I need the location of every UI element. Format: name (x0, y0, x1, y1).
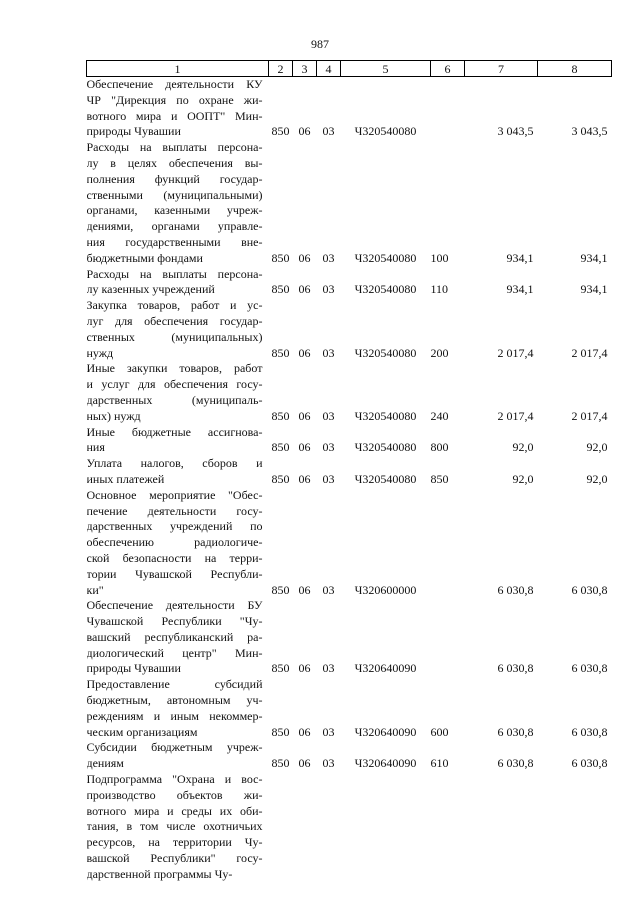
expense-type-code: 610 (430, 756, 449, 771)
table-row (87, 772, 612, 883)
ministry-code: 850 (271, 756, 290, 771)
subsection-code (317, 772, 341, 883)
description-line: ных) нужд (86, 408, 141, 423)
ministry-code: 850 (271, 282, 290, 297)
amount-col-7: 6 030,8 (497, 756, 534, 771)
description-line: дарственных (муниципаль- (86, 392, 263, 407)
header-col-1: 1 (87, 61, 269, 77)
amount-col-7: 2 017,4 (497, 345, 534, 360)
description-line: тории Чувашской Республи- (86, 566, 263, 581)
section-code: 06 (298, 282, 311, 297)
description-line: ЧР "Дирекция по охране жи- (86, 92, 263, 107)
description-line: ческим организациям (86, 724, 198, 739)
table-row (87, 677, 612, 740)
expense-type-code: 240 (430, 408, 449, 423)
row-description (87, 598, 269, 677)
description-line: ресурсов, на территории Чу- (86, 835, 263, 850)
ministry-code: 850 (271, 582, 290, 597)
section-code: 06 (298, 408, 311, 423)
ministry-code: 850 (271, 724, 290, 739)
description-line: лу в целях обеспечения вы- (86, 155, 263, 170)
amount-col-7: 6 030,8 (497, 661, 534, 676)
amount-col-7: 2 017,4 (497, 408, 534, 423)
row-description (87, 677, 269, 740)
header-col-3: 3 (293, 61, 317, 77)
expense-type-code: 200 (430, 345, 449, 360)
subsection-code: 03 (322, 250, 335, 265)
description-line: луг для обеспечения государ- (86, 313, 263, 328)
section-code: 06 (298, 345, 311, 360)
subsection-code: 03 (322, 282, 335, 297)
amount-col-7: 3 043,5 (497, 124, 534, 139)
amount-col-8: 934,1 (580, 282, 608, 297)
description-line: тания, в том числе охотничьих (86, 819, 263, 834)
description-line: вашской Республики" госу- (86, 851, 263, 866)
description-line: Закупка товаров, работ и ус- (86, 298, 263, 313)
description-line: производство объектов жи- (86, 787, 263, 802)
table-row (87, 267, 612, 299)
target-article-code: Ч320540080 (354, 345, 417, 360)
target-article-code (341, 772, 431, 883)
target-article-code: Ч320540080 (354, 440, 417, 455)
description-line: дарственной программы Чу- (86, 866, 233, 881)
table-row (87, 488, 612, 599)
description-line: вашский республиканский ра- (86, 629, 263, 644)
amount-col-8: 934,1 (580, 250, 608, 265)
table-row (87, 361, 612, 424)
table-body (87, 77, 612, 883)
description-line: дениями, органами управле- (86, 219, 263, 234)
description-line: Иные бюджетные ассигнова- (86, 424, 263, 439)
description-line: полнения функций государ- (86, 171, 263, 186)
target-article-code: Ч320540080 (354, 408, 417, 423)
ministry-code: 850 (271, 124, 290, 139)
amount-col-8: 6 030,8 (571, 582, 608, 597)
amount-col-7: 6 030,8 (497, 724, 534, 739)
amount-col-8: 92,0 (586, 440, 608, 455)
row-description (87, 77, 269, 141)
section-code: 06 (298, 471, 311, 486)
table-row (87, 456, 612, 488)
header-col-2: 2 (269, 61, 293, 77)
description-line: ния государственными вне- (86, 234, 263, 249)
target-article-code: Ч320640090 (354, 661, 417, 676)
row-description (87, 488, 269, 599)
description-line: вотного мира и ООПТ" Мин- (86, 108, 263, 123)
description-line: ки" (86, 582, 104, 597)
ministry-code: 850 (271, 661, 290, 676)
row-description (87, 267, 269, 299)
table-row (87, 140, 612, 266)
description-line: природы Чувашии (86, 661, 181, 676)
target-article-code: Ч320640090 (354, 756, 417, 771)
expense-type-code: 100 (430, 250, 449, 265)
ministry-code: 850 (271, 345, 290, 360)
expense-type-code (431, 77, 465, 141)
expense-type-code (431, 488, 465, 599)
description-line: Субсидии бюджетным учреж- (86, 740, 263, 755)
section-code: 06 (298, 440, 311, 455)
row-description (87, 425, 269, 457)
header-col-4: 4 (317, 61, 341, 77)
amount-col-8: 92,0 (586, 471, 608, 486)
table-row (87, 598, 612, 677)
section-code: 06 (298, 124, 311, 139)
description-line: природы Чувашии (86, 124, 181, 139)
section-code: 06 (298, 724, 311, 739)
expense-type-code (431, 772, 465, 883)
header-col-5: 5 (341, 61, 431, 77)
expense-type-code: 600 (430, 724, 449, 739)
section-code: 06 (298, 582, 311, 597)
target-article-code: Ч320540080 (354, 250, 417, 265)
ministry-code: 850 (271, 471, 290, 486)
amount-col-8: 2 017,4 (571, 345, 608, 360)
description-line: иных платежей (86, 471, 165, 486)
description-line: бюджетными фондами (86, 250, 203, 265)
amount-col-7: 934,1 (506, 250, 534, 265)
description-line: дарственных учреждений по (86, 519, 263, 534)
amount-col-8 (538, 772, 612, 883)
amount-col-8: 6 030,8 (571, 756, 608, 771)
description-line: лу казенных учреждений (86, 282, 215, 297)
description-line: Расходы на выплаты персона- (86, 266, 263, 281)
amount-col-7: 92,0 (512, 471, 534, 486)
target-article-code: Ч320540080 (354, 124, 417, 139)
table-header-row (87, 61, 612, 77)
subsection-code: 03 (322, 345, 335, 360)
amount-col-8: 6 030,8 (571, 661, 608, 676)
table-row (87, 425, 612, 457)
amount-col-7: 92,0 (512, 440, 534, 455)
expense-type-code: 800 (430, 440, 449, 455)
description-line: Уплата налогов, сборов и (86, 456, 263, 471)
table-row (87, 298, 612, 361)
row-description (87, 361, 269, 424)
description-line: органами, казенными учреж- (86, 203, 263, 218)
ministry-code (269, 772, 293, 883)
description-line: Обеспечение деятельности КУ (86, 77, 263, 91)
expense-type-code: 110 (430, 282, 449, 297)
target-article-code: Ч320540080 (354, 282, 417, 297)
amount-col-7: 6 030,8 (497, 582, 534, 597)
subsection-code: 03 (322, 582, 335, 597)
description-line: и услуг для обеспечения госу- (86, 377, 263, 392)
description-line: ственными (муниципальными) (86, 187, 263, 202)
ministry-code: 850 (271, 440, 290, 455)
subsection-code: 03 (322, 124, 335, 139)
section-code: 06 (298, 250, 311, 265)
row-description (87, 298, 269, 361)
description-line: нужд (86, 345, 114, 360)
description-line: печение деятельности госу- (86, 503, 263, 518)
description-line: Чувашской Республики "Чу- (86, 614, 263, 629)
description-line: обеспечению радиологиче- (86, 535, 263, 550)
header-col-8: 8 (538, 61, 612, 77)
ministry-code: 850 (271, 408, 290, 423)
target-article-code: Ч320640090 (354, 724, 417, 739)
amount-col-7 (465, 772, 538, 883)
description-line: Подпрограмма "Охрана и вос- (86, 772, 263, 787)
row-description (87, 140, 269, 266)
description-line: дениям (86, 756, 124, 771)
budget-table (86, 60, 612, 883)
amount-col-8: 3 043,5 (571, 124, 608, 139)
description-line: вотного мира и среды их оби- (86, 803, 263, 818)
description-line: бюджетным, автономным уч- (86, 693, 263, 708)
amount-col-7: 934,1 (506, 282, 534, 297)
header-col-6: 6 (431, 61, 465, 77)
description-line: ственных (муниципальных) (86, 329, 263, 344)
expense-type-code: 850 (430, 471, 449, 486)
subsection-code: 03 (322, 756, 335, 771)
subsection-code: 03 (322, 408, 335, 423)
target-article-code: Ч320540080 (354, 471, 417, 486)
header-col-7: 7 (465, 61, 538, 77)
description-line: ния (86, 440, 105, 455)
description-line: Иные закупки товаров, работ (86, 361, 263, 376)
row-description (87, 772, 269, 883)
subsection-code: 03 (322, 661, 335, 676)
row-description (87, 740, 269, 772)
table-row (87, 740, 612, 772)
description-line: Обеспечение деятельности БУ (86, 598, 263, 613)
target-article-code: Ч320600000 (354, 582, 417, 597)
description-line: Предоставление субсидий (86, 677, 263, 692)
description-line: реждениям и иным некоммер- (86, 708, 263, 723)
amount-col-8: 6 030,8 (571, 724, 608, 739)
description-line: Основное мероприятие "Обес- (86, 487, 263, 502)
section-code: 06 (298, 661, 311, 676)
amount-col-8: 2 017,4 (571, 408, 608, 423)
section-code (293, 772, 317, 883)
row-description (87, 456, 269, 488)
description-line: Расходы на выплаты персона- (86, 140, 263, 155)
page-number: 987 (311, 37, 329, 51)
expense-type-code (431, 598, 465, 677)
ministry-code: 850 (271, 250, 290, 265)
description-line: диологический центр" Мин- (86, 645, 263, 660)
section-code: 06 (298, 756, 311, 771)
table-row (87, 77, 612, 141)
subsection-code: 03 (322, 724, 335, 739)
description-line: ской безопасности на терри- (86, 550, 263, 565)
subsection-code: 03 (322, 471, 335, 486)
subsection-code: 03 (322, 440, 335, 455)
